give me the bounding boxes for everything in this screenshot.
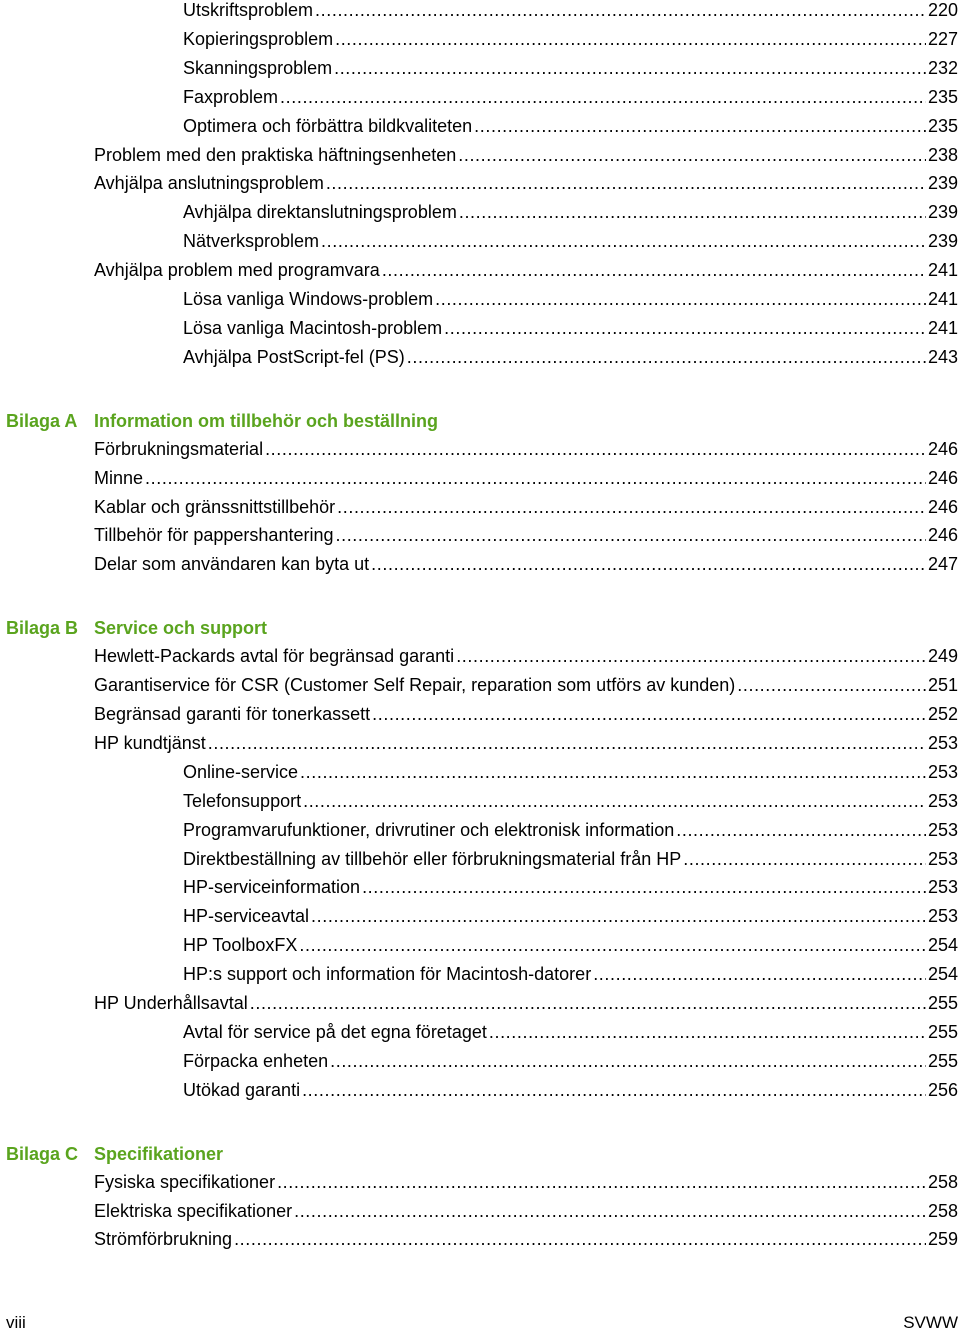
toc-entry-title: Garantiservice för CSR (Customer Self Repair, reparation som utförs av kunden) [94, 675, 736, 696]
dot-leader [145, 466, 926, 490]
toc-entry-page: 238 [927, 144, 958, 165]
dot-leader [459, 200, 926, 224]
dot-leader [335, 523, 925, 547]
dot-leader [234, 1227, 926, 1251]
toc-entry[interactable] [183, 1020, 958, 1044]
toc-entry-title: Delar som användaren kan byta ut [94, 554, 370, 575]
toc-entry-title: Elektriska specifikationer [94, 1200, 293, 1221]
toc-entry-page: 253 [927, 877, 958, 898]
appendix-title: Specifikationer [94, 1143, 224, 1164]
toc-entry[interactable] [94, 143, 958, 167]
toc-entry-page: 239 [927, 202, 958, 223]
dot-leader [337, 495, 926, 519]
toc-entry[interactable] [94, 702, 958, 726]
toc-entry-title: Problem med den praktiska häftningsenheten [94, 144, 457, 165]
footer-page-number: viii [6, 1313, 26, 1332]
dot-leader [372, 702, 926, 726]
toc-entry-title: Tillbehör för pappershantering [94, 525, 334, 546]
dot-leader [300, 760, 926, 784]
dot-leader [407, 345, 926, 369]
toc-entry[interactable] [183, 287, 958, 311]
toc-entry[interactable] [94, 1199, 958, 1223]
toc-entry-page: 246 [927, 525, 958, 546]
dot-leader [250, 991, 926, 1015]
dot-leader [371, 552, 926, 576]
toc-entry[interactable] [183, 933, 958, 957]
toc-entry-title: Kopieringsproblem [183, 28, 334, 49]
toc-entry-title: Optimera och förbättra bildkvaliteten [183, 115, 473, 136]
dot-leader [382, 258, 926, 282]
toc-entry-page: 253 [927, 732, 958, 753]
toc-entry-title: Avhjälpa problem med programvara [94, 260, 380, 281]
toc-entry[interactable] [94, 523, 958, 547]
appendix-heading [6, 615, 267, 641]
dot-leader [299, 933, 926, 957]
toc-entry-title: Avhjälpa direktanslutningsproblem [183, 202, 457, 223]
dot-leader [334, 56, 926, 80]
dot-leader [208, 731, 926, 755]
toc-entry-page: 235 [927, 115, 958, 136]
toc-entry-page: 239 [927, 231, 958, 252]
toc-entry[interactable] [183, 904, 958, 928]
toc-entry-page: 253 [927, 790, 958, 811]
toc-entry-page: 220 [927, 0, 958, 20]
dot-leader [737, 673, 926, 697]
toc-entry-page: 253 [927, 761, 958, 782]
toc-entry-title: Lösa vanliga Macintosh-problem [183, 317, 443, 338]
appendix-label: Bilaga C [6, 1143, 79, 1164]
toc-entry-title: Hewlett-Packards avtal för begränsad garanti [94, 646, 455, 667]
toc-entry-page: 241 [927, 317, 958, 338]
toc-entry-title: Online-service [183, 761, 299, 782]
dot-leader [593, 962, 926, 986]
dot-leader [676, 818, 926, 842]
toc-entry[interactable] [183, 27, 958, 51]
toc-entry-page: 252 [927, 704, 958, 724]
dot-leader [489, 1020, 926, 1044]
toc-entry[interactable] [94, 258, 958, 282]
toc-entry[interactable] [183, 875, 958, 899]
dot-leader [280, 85, 926, 109]
toc-entry-page: 255 [927, 1050, 958, 1071]
toc-entry[interactable] [94, 495, 958, 519]
dot-leader [303, 789, 926, 813]
toc-entry-title: Faxproblem [183, 86, 279, 107]
toc-entry-page: 253 [927, 819, 958, 840]
toc-entry[interactable] [183, 1049, 958, 1073]
toc-entry-page: 227 [927, 28, 958, 49]
toc-entry-title: Programvarufunktioner, drivrutiner och elektronisk information [183, 819, 675, 840]
dot-leader [458, 143, 926, 167]
toc-entry-title: Lösa vanliga Windows-problem [183, 289, 434, 309]
dot-leader [435, 287, 926, 311]
toc-entry-page: 255 [927, 1021, 958, 1042]
footer-doc-code: SVWW [903, 1313, 958, 1332]
toc-entry-page: 258 [927, 1171, 958, 1192]
toc-entry[interactable] [183, 818, 958, 842]
dot-leader [444, 316, 926, 340]
toc-entry[interactable] [183, 1078, 958, 1102]
toc-entry-page: 235 [927, 86, 958, 107]
toc-entry-page: 251 [927, 675, 958, 696]
toc-entry-page: 239 [927, 173, 958, 194]
toc-entry-page: 246 [927, 496, 958, 517]
toc-entry-title: Förbrukningsmaterial [94, 438, 264, 459]
toc-entry[interactable] [183, 316, 958, 340]
toc-entry-title: HP kundtjänst [94, 732, 206, 753]
toc-entry-title: Minne [94, 467, 144, 488]
toc-entry-title: HP ToolboxFX [183, 935, 298, 956]
toc-entry[interactable] [183, 229, 958, 253]
dot-leader [321, 229, 926, 253]
toc-entry[interactable] [183, 85, 958, 109]
toc-entry-page: 258 [927, 1200, 958, 1221]
toc-entry-page: 246 [927, 467, 958, 488]
appendix-title: Service och support [94, 618, 268, 639]
toc-entry-page: 259 [927, 1229, 958, 1250]
dot-leader [315, 0, 926, 22]
dot-leader [330, 1049, 926, 1073]
toc-entry[interactable] [183, 345, 958, 369]
dot-leader [326, 171, 926, 195]
toc-entry[interactable] [183, 847, 958, 871]
dot-leader [294, 1199, 926, 1223]
toc-entry-page: 241 [927, 260, 958, 281]
toc-entry-page: 243 [927, 346, 958, 367]
toc-entry-title: HP Underhållsavtal [94, 993, 248, 1013]
appendix-heading [6, 1141, 223, 1167]
toc-entry[interactable] [94, 1227, 958, 1251]
toc-entry-title: Strömförbrukning [94, 1229, 233, 1250]
toc-entry-title: Utskriftsproblem [183, 0, 314, 20]
toc-entry-page: 241 [927, 289, 958, 309]
toc-entry[interactable] [94, 731, 958, 755]
toc-entry-title: HP:s support och information för Macintosh-datorer [183, 964, 592, 985]
toc-entry[interactable] [94, 991, 958, 1015]
toc-entry-page: 254 [927, 935, 958, 956]
dot-leader [456, 644, 926, 668]
toc-entry-title: Skanningsproblem [183, 57, 333, 78]
toc-entry[interactable] [183, 0, 958, 22]
toc-entry[interactable] [183, 789, 958, 813]
toc-entry-title: Avhjälpa PostScript-fel (PS) [183, 346, 405, 367]
appendix-title: Information om tillbehör och beställning [94, 410, 439, 431]
toc-entry[interactable] [94, 673, 958, 697]
dot-leader [474, 114, 926, 138]
toc-entry-page: 253 [927, 848, 958, 869]
toc-entry[interactable] [183, 962, 958, 986]
toc-entry-page: 256 [927, 1079, 958, 1100]
toc-entry-title: HP-serviceavtal [183, 906, 310, 927]
toc-entry-page: 247 [927, 554, 958, 575]
appendix-label: Bilaga A [6, 410, 78, 431]
toc-entry-title: Begränsad garanti för tonerkassett [94, 704, 371, 724]
dot-leader [362, 875, 926, 899]
dot-leader [302, 1078, 926, 1102]
dot-leader [311, 904, 926, 928]
toc-entry-title: Kablar och gränssnittstillbehör [94, 496, 336, 517]
toc-entry[interactable] [183, 56, 958, 80]
toc-entry[interactable] [183, 760, 958, 784]
toc-entry[interactable] [94, 437, 958, 461]
toc-entry-title: Nätverksproblem [183, 231, 320, 252]
toc-entry[interactable] [94, 466, 958, 490]
toc-entry[interactable] [94, 644, 958, 668]
toc-entry-title: Utökad garanti [183, 1079, 301, 1100]
dot-leader [335, 27, 926, 51]
toc-entry-page: 254 [927, 964, 958, 985]
toc-entry-title: Telefonsupport [183, 790, 302, 811]
toc-entry-page: 232 [927, 57, 958, 78]
appendix-label: Bilaga B [6, 618, 79, 639]
toc-entry-title: HP-serviceinformation [183, 877, 361, 898]
dot-leader [683, 847, 926, 871]
toc-entry-page: 246 [927, 438, 958, 459]
toc-entry[interactable] [94, 552, 958, 576]
toc-entry-page: 249 [927, 646, 958, 667]
toc-entry-title: Fysiska specifikationer [94, 1171, 276, 1192]
toc-entry-title: Avhjälpa anslutningsproblem [94, 173, 324, 194]
toc-entry-page: 255 [927, 993, 958, 1013]
toc-entry[interactable] [183, 200, 958, 224]
toc-entry[interactable] [183, 114, 958, 138]
toc-entry[interactable] [94, 171, 958, 195]
appendix-heading [6, 408, 438, 434]
toc-entry-page: 253 [927, 906, 958, 927]
toc-entry[interactable] [94, 1170, 958, 1194]
dot-leader [265, 437, 926, 461]
dot-leader [277, 1170, 926, 1194]
toc-entry-title: Avtal för service på det egna företaget [183, 1021, 487, 1042]
toc-entry-title: Direktbeställning av tillbehör eller förbrukningsmaterial från HP [183, 848, 682, 869]
toc-entry-title: Förpacka enheten [183, 1050, 329, 1071]
